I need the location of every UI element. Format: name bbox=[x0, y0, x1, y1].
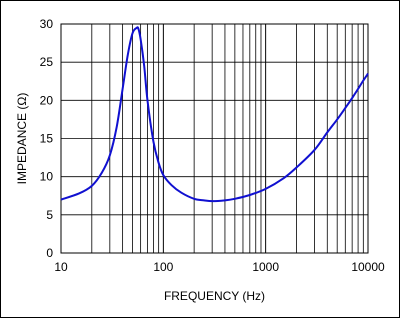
y-tick-label: 25 bbox=[39, 55, 53, 70]
x-tick-label: 10000 bbox=[351, 260, 385, 274]
x-tick-label: 100 bbox=[153, 260, 174, 274]
y-tick-label: 5 bbox=[46, 207, 53, 222]
y-tick-label: 15 bbox=[39, 131, 53, 146]
y-tick-label: 10 bbox=[39, 169, 53, 184]
impedance-line bbox=[61, 27, 368, 201]
y-tick-label: 20 bbox=[39, 93, 53, 108]
x-axis-title: FREQUENCY (Hz) bbox=[163, 289, 266, 303]
x-tick-label: 1000 bbox=[252, 260, 280, 274]
y-axis-title: IMPEDANCE (Ω) bbox=[15, 92, 29, 185]
x-tick-label: 10 bbox=[54, 260, 68, 274]
y-tick-label: 30 bbox=[39, 17, 53, 31]
y-tick-label: 0 bbox=[46, 246, 53, 260]
